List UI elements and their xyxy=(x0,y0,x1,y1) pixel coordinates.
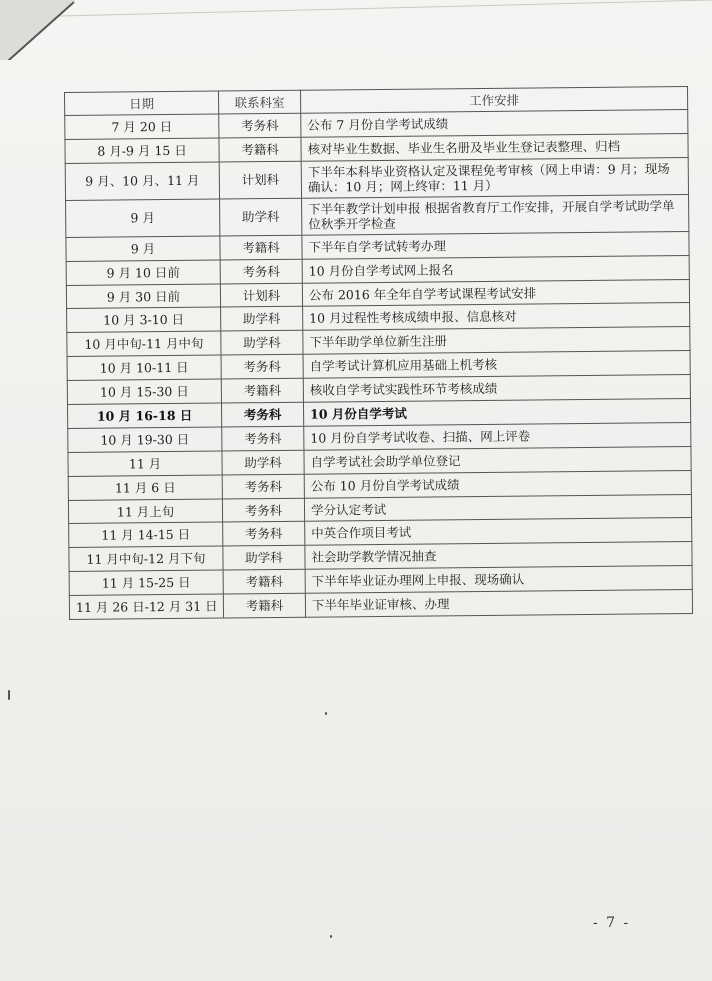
header-department: 联系科室 xyxy=(218,90,300,114)
row-work: 10 月份自学考试 xyxy=(303,399,690,427)
row-work: 10 月份自学考试网上报名 xyxy=(302,255,689,283)
row-date: 11 月上旬 xyxy=(68,499,222,524)
row-work: 10 月过程性考核成绩申报、信息核对 xyxy=(303,303,690,331)
row-date: 10 月 15-30 日 xyxy=(67,379,221,404)
row-department: 考务科 xyxy=(220,259,302,284)
row-department: 助学科 xyxy=(222,450,304,475)
row-work: 自学考试计算机应用基础上机考核 xyxy=(303,351,690,379)
row-date: 10 月 16-18 日 xyxy=(67,403,221,428)
header-work-arrangement: 工作安排 xyxy=(300,87,687,114)
row-date: 10 月 10-11 日 xyxy=(67,355,221,380)
row-department: 考籍科 xyxy=(220,235,302,260)
row-department: 考务科 xyxy=(222,474,304,499)
row-work: 公布 7 月份自学考试成绩 xyxy=(301,110,688,138)
table-row xyxy=(69,590,692,620)
row-date: 11 月 14-15 日 xyxy=(69,522,223,547)
row-date: 8 月-9 月 15 日 xyxy=(65,138,219,163)
row-department: 考籍科 xyxy=(223,569,305,594)
header-date: 日期 xyxy=(65,91,219,115)
row-date: 9 月 xyxy=(66,236,220,261)
row-work: 下半年自学考试转考办理 xyxy=(302,231,689,259)
row-work: 下半年助学单位新生注册 xyxy=(303,327,690,355)
row-date: 11 月 15-25 日 xyxy=(69,570,223,595)
row-work: 学分认定考试 xyxy=(304,494,691,522)
row-department: 计划科 xyxy=(219,161,301,199)
row-work: 核对毕业生数据、毕业生名册及毕业生登记表整理、归档 xyxy=(301,133,688,161)
folded-corner xyxy=(0,0,712,60)
row-date: 10 月 3-10 日 xyxy=(67,307,221,332)
row-date: 9 月 xyxy=(66,199,220,237)
row-department: 考务科 xyxy=(221,354,303,379)
row-work: 下半年本科毕业资格认定及课程免考审核（网上申请：9 月；现场确认：10 月；网上终审：11 月） xyxy=(301,157,688,198)
row-department: 助学科 xyxy=(223,546,305,571)
row-date: 11 月中旬-12 月下旬 xyxy=(69,546,223,571)
row-date: 10 月中旬-11 月中旬 xyxy=(67,331,221,356)
scan-speck xyxy=(330,935,332,938)
row-department: 助学科 xyxy=(221,307,303,332)
page-number: - 7 - xyxy=(593,915,631,931)
row-date: 9 月 30 日前 xyxy=(66,284,220,309)
row-work: 社会助学教学情况抽查 xyxy=(305,542,692,570)
row-work: 10 月份自学考试收卷、扫描、网上评卷 xyxy=(304,422,691,450)
scan-speck xyxy=(8,690,10,700)
scan-speck xyxy=(325,712,327,715)
row-department: 考务科 xyxy=(222,498,304,523)
schedule-table xyxy=(64,86,693,620)
row-date: 11 月 26 日-12 月 31 日 xyxy=(69,594,223,619)
row-department: 助学科 xyxy=(221,331,303,356)
table-row xyxy=(65,157,688,200)
row-department: 考务科 xyxy=(223,522,305,547)
row-department: 考籍科 xyxy=(219,137,301,162)
row-department: 考籍科 xyxy=(223,593,305,618)
row-department: 助学科 xyxy=(220,198,302,236)
row-work: 下半年毕业证审核、办理 xyxy=(305,590,692,618)
row-work: 公布 10 月份自学考试成绩 xyxy=(304,470,691,498)
row-work: 中英合作项目考试 xyxy=(305,518,692,546)
row-department: 考籍科 xyxy=(221,378,303,403)
row-work: 自学考试社会助学单位登记 xyxy=(304,446,691,474)
table-row xyxy=(66,194,689,237)
row-department: 考务科 xyxy=(221,402,303,427)
row-date: 7 月 20 日 xyxy=(65,114,219,139)
row-work: 下半年毕业证办理网上申报、现场确认 xyxy=(305,566,692,594)
row-work: 公布 2016 年全年自学考试课程考试安排 xyxy=(302,279,689,307)
row-date: 11 月 xyxy=(68,451,222,476)
row-department: 考务科 xyxy=(219,113,301,138)
row-date: 11 月 6 日 xyxy=(68,475,222,500)
row-date: 9 月 10 日前 xyxy=(66,260,220,285)
row-work: 下半年教学计划申报 根据省教育厅工作安排，开展自学考试助学单位秋季开学检查 xyxy=(302,194,689,235)
row-work: 核收自学考试实践性环节考核成绩 xyxy=(303,375,690,403)
row-date: 10 月 19-30 日 xyxy=(68,427,222,452)
row-department: 考务科 xyxy=(222,426,304,451)
row-date: 9 月、10 月、11 月 xyxy=(65,162,219,200)
row-department: 计划科 xyxy=(220,283,302,308)
